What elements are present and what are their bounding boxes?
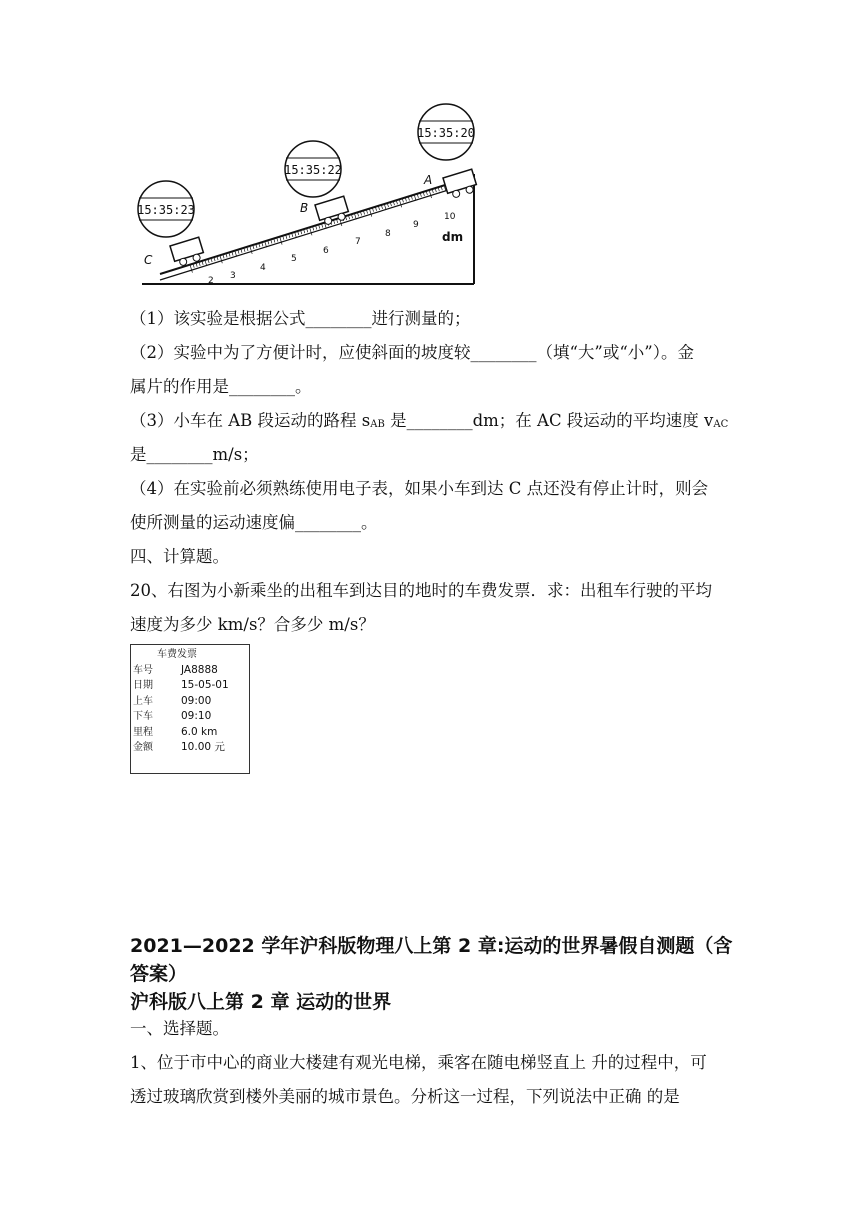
- receipt-key: 金额: [133, 741, 153, 753]
- ruler-tick: [369, 209, 371, 217]
- ruler-ticks: [190, 176, 476, 273]
- ruler-tick: [220, 255, 222, 263]
- question-19-part-2-line-1: （2）实验中为了方便计时，应使斜面的坡度较________（填“大”或“小”）。金: [130, 343, 694, 362]
- ruler-tick: [190, 265, 192, 273]
- question-19-part-4-line-1: （4）在实验前必须熟练使用电子表，如果小车到达 C 点还没有停止计时，则会: [130, 479, 709, 498]
- document-subtitle: 沪科版八上第 2 章 运动的世界: [130, 991, 392, 1013]
- point-c-label: C: [144, 253, 153, 267]
- receipt-value: 09:10: [181, 710, 212, 723]
- ruler-tick: [250, 246, 252, 254]
- receipt-key: 上车: [133, 695, 153, 707]
- ruler-number: 7: [355, 237, 361, 247]
- ruler-tick: [384, 204, 386, 210]
- question-19-part-1: （1）该实验是根据公式________进行测量的；: [130, 309, 471, 328]
- clock-c-time: 15:35:23: [137, 203, 195, 217]
- ruler-tick: [354, 213, 356, 219]
- unit-label: dm: [442, 230, 464, 244]
- question-19-part-4-line-2: 使所测量的运动速度偏________。: [130, 513, 378, 532]
- clock-c: [137, 181, 195, 237]
- receipt-row: [131, 725, 249, 740]
- receipt-key: 下车: [133, 711, 153, 723]
- ruler-tick: [235, 251, 237, 257]
- ruler-number: 8: [385, 229, 391, 239]
- question-20-line-1: 20、右图为小新乘坐的出租车到达目的地时的车费发票．求：出租车行驶的平均: [130, 581, 712, 600]
- clock-a: [417, 104, 475, 160]
- point-b-label: B: [300, 201, 309, 215]
- incline-experiment-figure: [130, 98, 480, 290]
- ruler-tick: [429, 190, 431, 198]
- receipt-value: 6.0 km: [181, 725, 218, 738]
- receipt-row: [131, 709, 249, 724]
- receipt-row: [131, 740, 249, 755]
- receipt-row: [131, 663, 249, 678]
- ruler-number: 9: [413, 220, 419, 230]
- ruler-tick: [205, 260, 207, 266]
- receipt-key: 车号: [133, 665, 153, 676]
- receipt-value: 10.00 元: [181, 740, 225, 753]
- ruler-numbers: [208, 212, 456, 286]
- receipt-key: 里程: [133, 726, 153, 738]
- q3-sub-ab: AB: [370, 419, 385, 430]
- receipt-value: 15-05-01: [181, 679, 229, 692]
- ruler-tick: [280, 237, 282, 245]
- document-title-line-2: 答案）: [130, 963, 188, 985]
- cart-a: [443, 169, 478, 199]
- ruler-number: 2: [208, 276, 214, 286]
- ruler-tick: [399, 199, 401, 207]
- question-19-part-2-line-2: 属片的作用是________。: [130, 377, 312, 396]
- ruler-number: 4: [260, 263, 266, 273]
- ruler-number: 10: [444, 212, 456, 222]
- ruler-number: 5: [291, 254, 297, 264]
- question-1-line-2: 透过玻璃欣赏到楼外美丽的城市景色。分析这一过程，下列说法中正确 的是: [130, 1087, 680, 1106]
- point-a-label: A: [424, 173, 433, 187]
- receipt-value: 09:00: [181, 694, 212, 707]
- question-19-part-3-line-2: 是________m/s；: [130, 445, 259, 464]
- ruler-number: 6: [323, 246, 329, 256]
- ruler-tick: [310, 227, 312, 235]
- ruler-tick: [295, 232, 297, 238]
- question-1-line-1: 1、位于市中心的商业大楼建有观光电梯，乘客在随电梯竖直上 升的过程中，可: [130, 1053, 707, 1072]
- question-20-line-2: 速度为多少 km/s？合多少 m/s？: [130, 615, 375, 634]
- q3-sub-ac: AC: [713, 419, 729, 430]
- section-heading-calculation: 四、计算题。: [130, 547, 229, 566]
- question-19-part-3-line-1: [130, 404, 730, 442]
- clock-a-time: 15:35:20: [417, 126, 475, 140]
- receipt-key: 日期: [133, 680, 153, 692]
- cart-c: [170, 237, 205, 267]
- receipt-value: JA8888: [181, 664, 218, 676]
- section-heading-choice: 一、选择题。: [130, 1019, 229, 1038]
- ruler-number: 3: [230, 271, 236, 281]
- clock-b: [284, 141, 342, 197]
- q3-text-1: （3）小车在 AB 段运动的路程 s: [130, 411, 371, 430]
- taxi-receipt: [130, 644, 250, 774]
- receipt-row: [131, 678, 249, 693]
- receipt-title: 车费发票: [157, 649, 197, 660]
- clock-b-time: 15:35:22: [284, 163, 342, 177]
- receipt-row: [131, 694, 249, 709]
- q3-text-2: 是________dm；在 AC 段运动的平均速度 v: [384, 411, 714, 430]
- ruler-tick: [265, 241, 267, 247]
- document-title-line-1: 2021—2022 学年沪科版物理八上第 2 章:运动的世界暑假自测题（含: [130, 935, 733, 957]
